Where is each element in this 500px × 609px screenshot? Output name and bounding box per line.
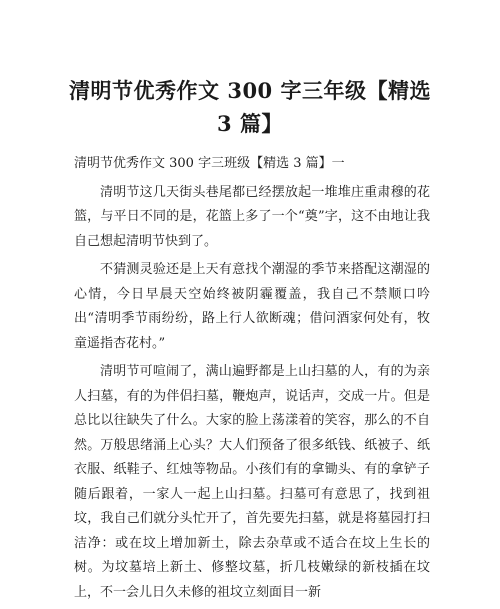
- paragraph: 清明节可喧闹了，满山遍野都是上山扫墓的人，有的为亲人扫墓，有的为伴侣扫墓，鞭炮声，说话声，交成一片。但是总比以往缺失了什么。大家的脸上荡漾着的笑容，那么的不自然。万般思绪涌上心头？大人们预备了很多纸钱、纸被子、纸衣服、纸鞋子、红烛等物品。小孩们有的拿锄头、有的拿铲子随后跟着，一家人一起上山扫墓。扫墓可有意思了，找到祖坟，我自己们就分头忙开了，首先要先扫墓，就是将墓园打扫洁净：或在坟上增加新土，除去杂草或不适合在坟上生长的树。为坟墓培上新土、修整坟墓，折几枝嫩绿的新枝插在坟上，不一会儿日久未修的祖坟立刻面目一新: [74, 364, 430, 600]
- document-subtitle: 清明节优秀作文 300 字三班级【精选 3 篇】一: [74, 156, 345, 171]
- document-title: 清明节优秀作文 300 字三年级【精选 3 篇】: [69, 78, 431, 136]
- document-body: [74, 152, 430, 609]
- paragraph: 不猜测灵验还是上天有意找个潮湿的季节来搭配这潮湿的心情，今日早晨天空始终被阴霾覆盖，我自己不禁顺口吟出“清明季节雨纷纷，路上行人欲断魂；借问酒家何处有，牧童遥指杏花村。”: [74, 262, 430, 351]
- paragraph: 清明节这几天街头巷尾都已经摆放起一堆堆庄重肃穆的花篮，与平日不同的是，花篮上多了一个“奠”字，这不由地让我自己想起清明节快到了。: [74, 184, 430, 249]
